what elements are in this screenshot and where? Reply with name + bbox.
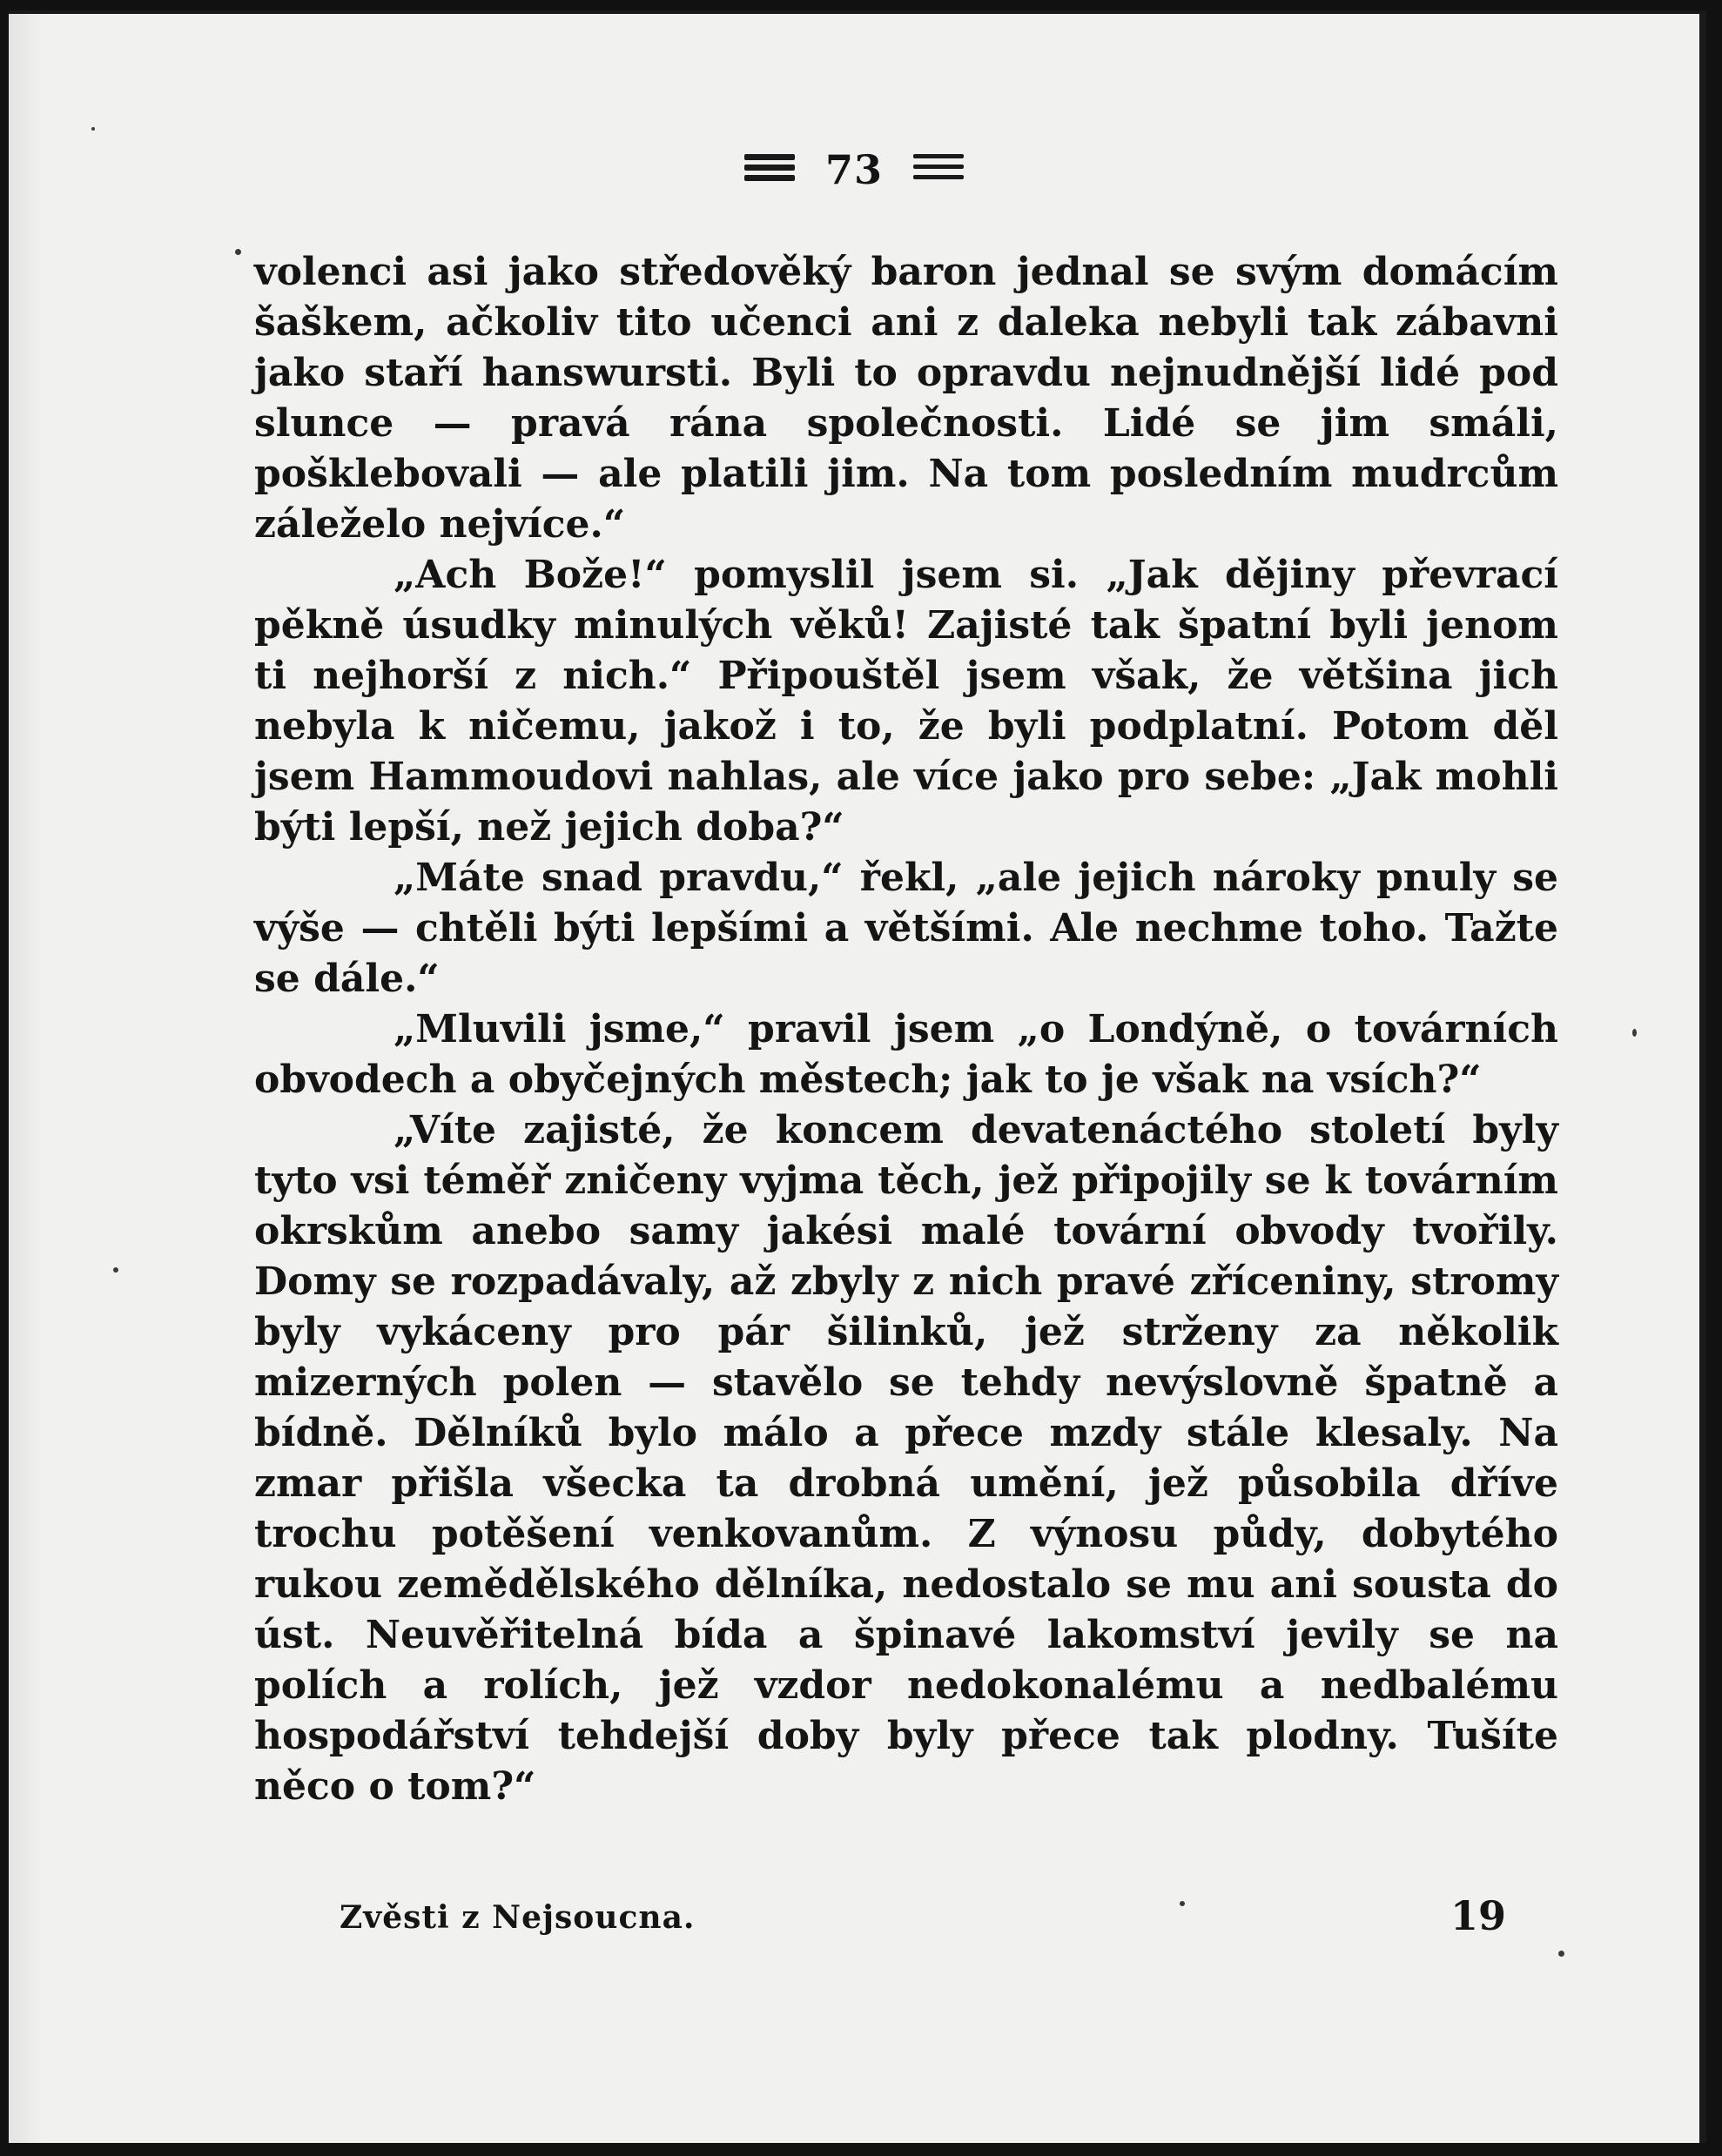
triple-bar-ornament-icon	[913, 152, 964, 187]
footer-book-title: Zvěsti z Nejsoucna.	[340, 1899, 696, 1936]
print-speck	[1632, 1029, 1637, 1037]
page-footer	[340, 1892, 1506, 1944]
triple-bar-ornament-icon	[744, 152, 795, 187]
paragraph: „Mluvili jsme,“ pravil jsem „o Londýně, o továrních obvodech a obyčejných městech; jak to je však na vsích?“	[254, 1007, 1558, 1102]
print-speck	[1180, 1901, 1185, 1906]
page-edge-shadow	[9, 14, 44, 2143]
footer-signature-number: 19	[1450, 1892, 1506, 1939]
page-header	[9, 143, 1699, 204]
print-speck	[113, 1267, 118, 1273]
print-speck	[91, 127, 95, 131]
paragraph: „Máte snad pravdu,“ řekl, „ale jejich nároky pnuly se výše — chtěli býti lepšími a většími. Ale nechme toho. Tažte se dále.“	[254, 856, 1558, 1001]
body-text	[254, 247, 1558, 1812]
paragraph: „Víte zajisté, že koncem devatenáctého století byly tyto vsi téměř zničeny vyjma těch, jež připojily se k továrním okrskům anebo samy jakési malé tovární obvody tvořily. Domy se rozpadávaly, až zbyly z nich pravé zříceniny, stromy byly vykáceny pro pár šilinků, jež strženy za několik mizerných polen — stavělo se tehdy nevýslovně špatně a bídně. Dělníků bylo málo a přece mzdy stále klesaly. Na zmar přišla všecka ta drobná umění, jež působila dříve trochu potěšení venkovanům. Z výnosu půdy, dobytého rukou zemědělského dělníka, nedostalo se mu ani sousta do úst. Neuvěřitelná bída a špinavé lakomství jevily se na polích a rolích, jež vzdor nedokonalému a nedbalému hospodářství tehdejší doby byly přece tak plodny. Tušíte něco o tom?“	[254, 1108, 1558, 1809]
page-number: 73	[824, 146, 883, 193]
print-speck	[235, 249, 241, 255]
paragraph: „Ach Bože!“ pomyslil jsem si. „Jak dějiny převrací pěkně úsudky minulých věků! Zajisté tak špatní byli jenom ti nejhorší z nich.“ Připouštěl jsem však, že většina jich nebyla k ničemu, jakož i to, že byli podplatní. Potom děl jsem Hammoudovi nahlas, ale více jako pro sebe: „Jak mohli býti lepší, než jejich doba?“	[254, 553, 1558, 850]
paragraph-continuation: volenci asi jako středověký baron jednal se svým domácím šaškem, ačkoliv tito učenci ani z daleka nebyli tak zábavni jako staří hanswursti. Byli to opravdu nejnudnější lidé pod slunce — pravá rána společnosti. Lidé se jim smáli, pošklebovali — ale platili jim. Na tom posledním mudrcům záleželo nejvíce.“	[254, 250, 1558, 547]
print-speck	[1558, 1951, 1564, 1957]
book-page	[9, 10, 1706, 2143]
